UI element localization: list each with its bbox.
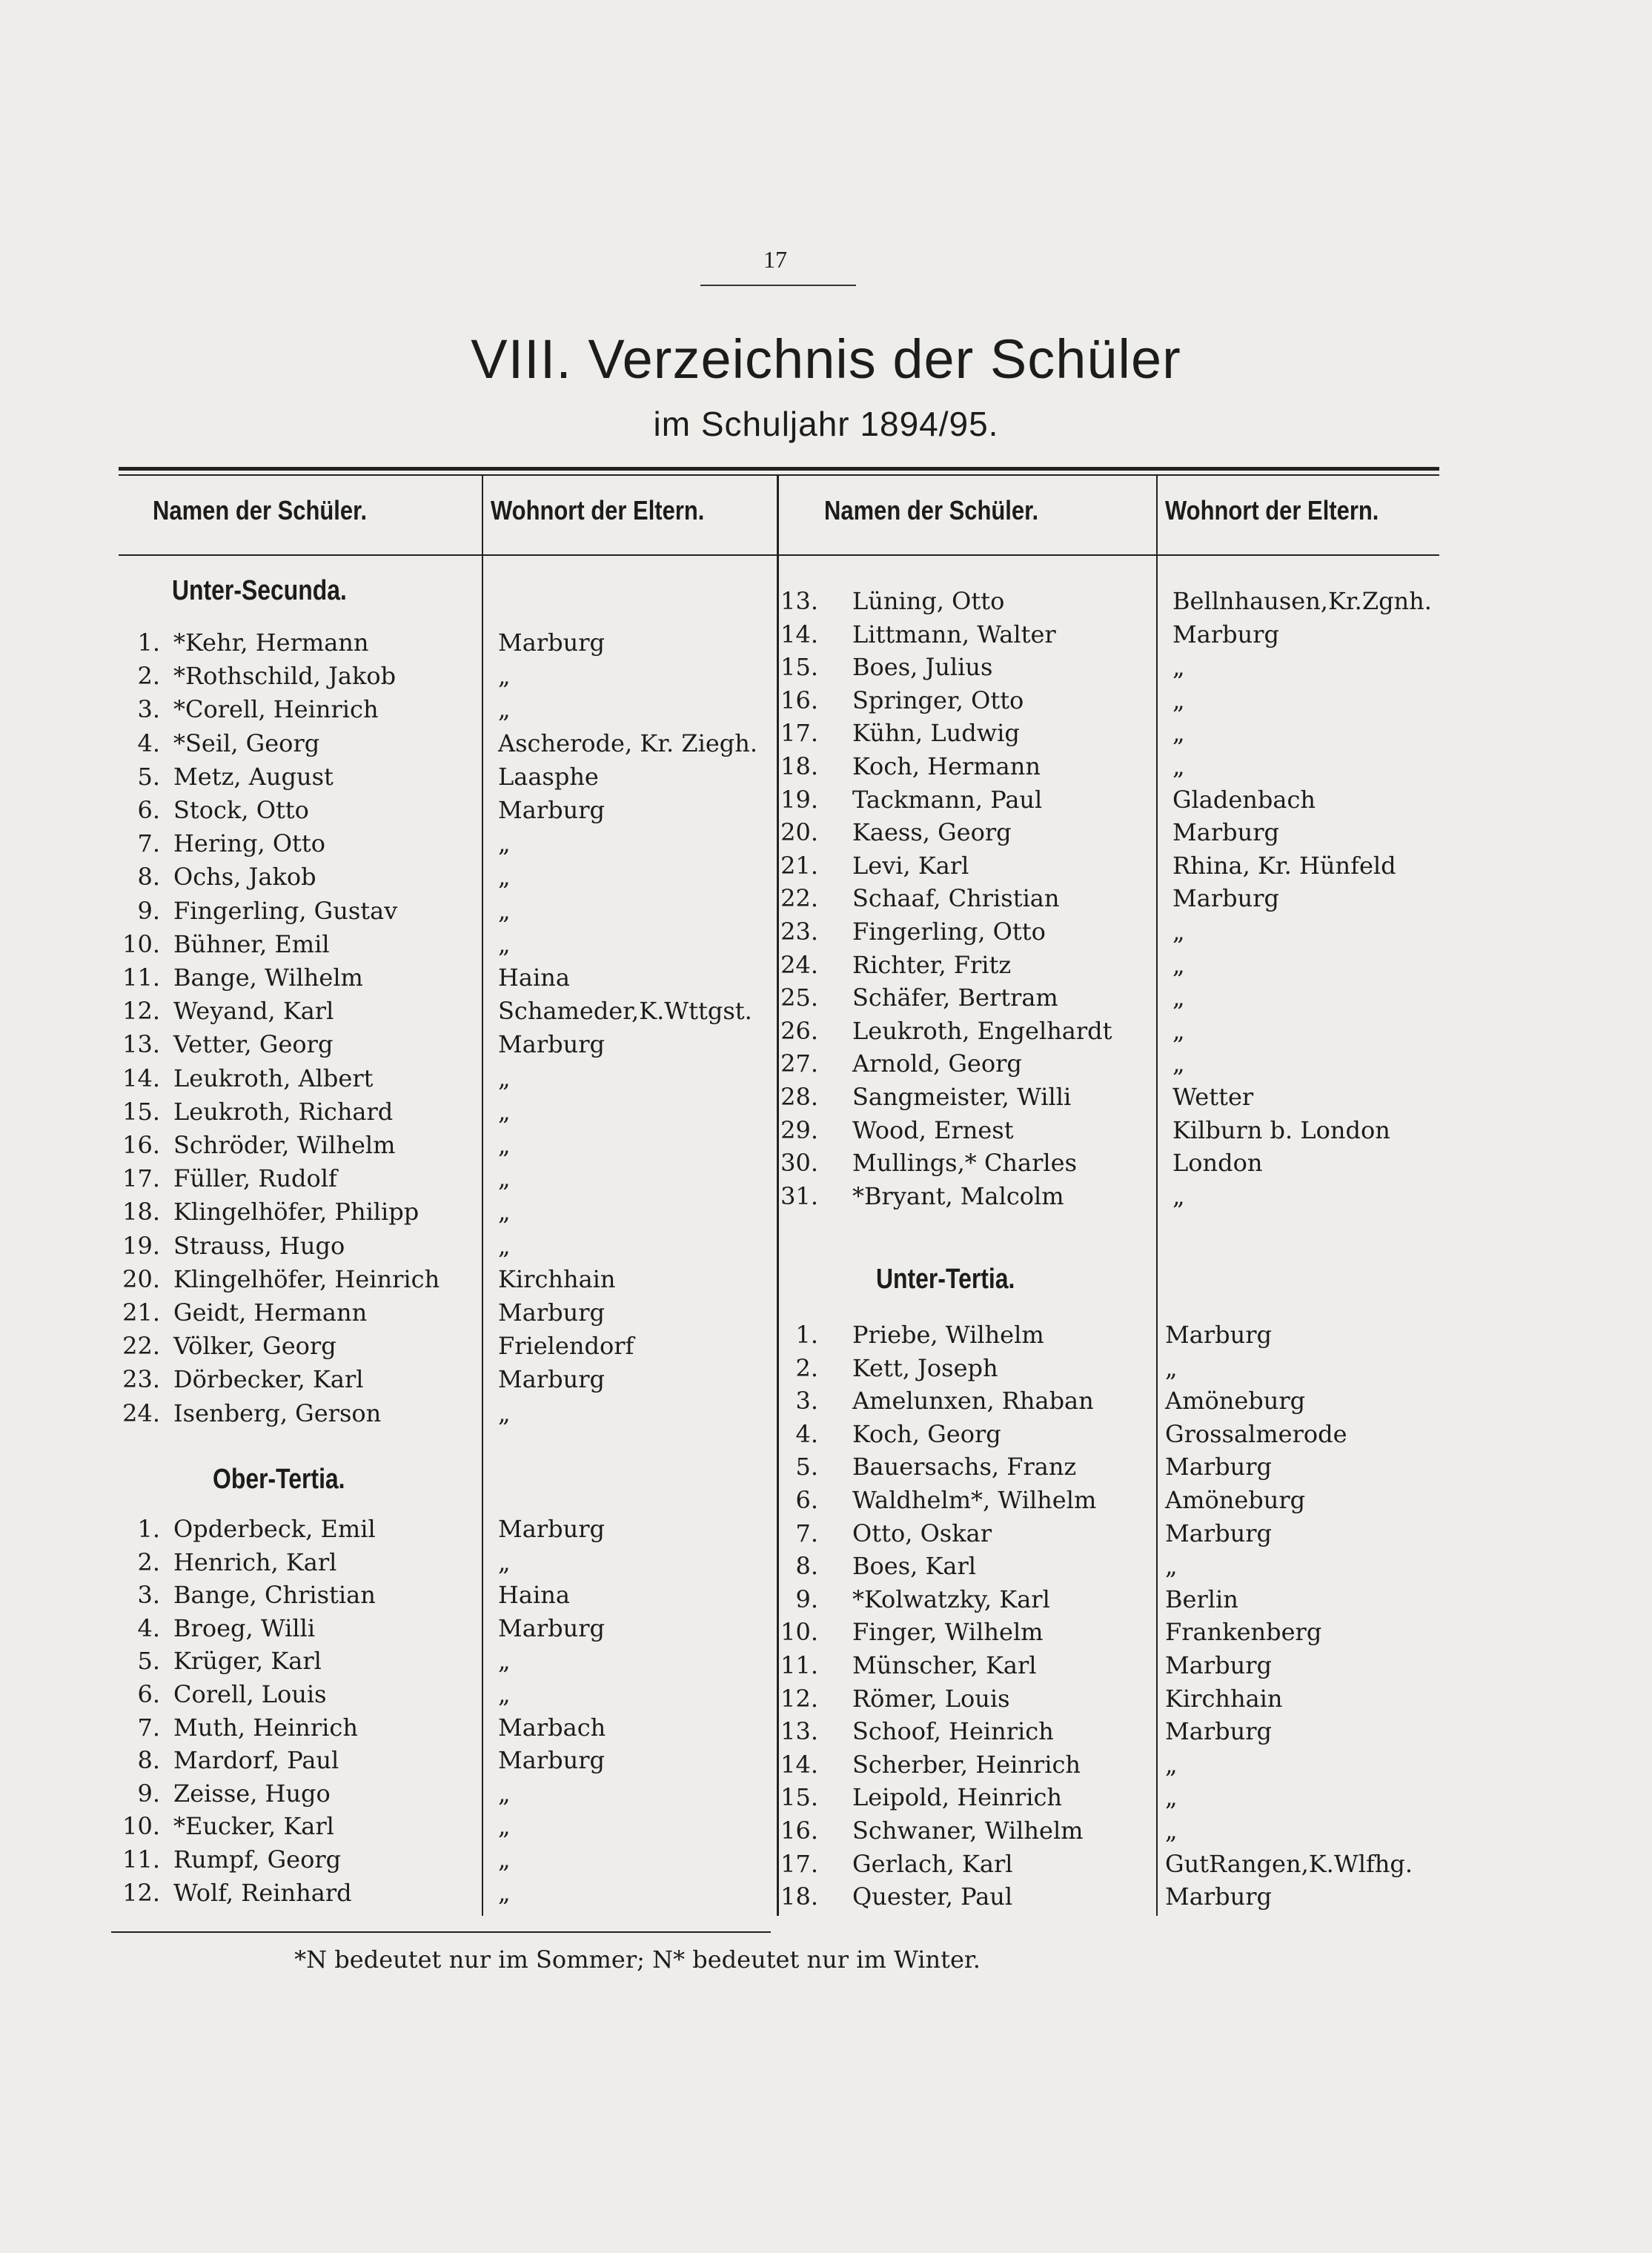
student-name: *Seil, Georg [173, 729, 320, 757]
student-name: Gerlach, Karl [852, 1849, 1013, 1878]
student-name: Isenberg, Gerson [173, 1398, 382, 1427]
student-name: Schwaner, Wilhelm [852, 1816, 1084, 1845]
student-name: Ochs, Jakob [173, 863, 316, 892]
parents-residence: „ [498, 863, 511, 892]
parents-residence: „ [1172, 918, 1185, 946]
student-name: Strauss, Hugo [173, 1231, 345, 1260]
student-name: Boes, Karl [852, 1552, 976, 1581]
entry-number: 9. [795, 1585, 818, 1613]
section-unter-tertia: Unter-Tertia. [876, 1264, 1015, 1295]
parents-residence: Marburg [498, 796, 606, 824]
entry-number: 17. [780, 1849, 818, 1878]
student-name: Bühner, Emil [173, 929, 330, 958]
section-ober-tertia: Ober-Tertia. [213, 1464, 345, 1495]
entry-number: 31. [780, 1181, 818, 1210]
student-name: Corell, Louis [173, 1680, 327, 1708]
parents-residence: „ [1165, 1750, 1178, 1779]
entry-number: 6. [137, 796, 160, 824]
entry-number: 12. [122, 1878, 160, 1907]
parents-residence: „ [498, 1131, 511, 1159]
student-name: Finger, Wilhelm [852, 1618, 1044, 1647]
parents-residence: Marburg [1165, 1453, 1273, 1481]
parents-residence: „ [498, 1547, 511, 1576]
entry-number: 12. [780, 1684, 818, 1713]
entry-number: 9. [137, 896, 160, 925]
parents-residence: Marbach [498, 1713, 606, 1742]
parents-residence: Laasphe [498, 762, 599, 791]
parents-residence: Amöneburg [1165, 1387, 1306, 1416]
entry-number: 16. [780, 686, 818, 714]
entry-number: 6. [137, 1680, 160, 1708]
entry-number: 29. [780, 1115, 818, 1144]
entry-number: 3. [137, 1581, 160, 1610]
header-residence-left: Wohnort der Eltern. [491, 495, 705, 525]
parents-residence: „ [498, 695, 511, 724]
student-name: Richter, Fritz [852, 950, 1012, 979]
parents-residence: „ [498, 1680, 511, 1708]
entry-number: 21. [780, 851, 818, 880]
entry-number: 10. [122, 929, 160, 958]
page-number: 17 [763, 246, 787, 273]
parents-residence: „ [1172, 719, 1185, 748]
student-name: *Bryant, Malcolm [852, 1181, 1064, 1210]
entry-number: 2. [795, 1353, 818, 1382]
parents-residence: „ [498, 1878, 511, 1907]
parents-residence: „ [1172, 686, 1185, 714]
student-name: Priebe, Wilhelm [852, 1321, 1044, 1349]
footnote: *N bedeutet nur im Sommer; N* bedeutet nur im Winter. [294, 1945, 981, 1974]
entry-number: 19. [780, 785, 818, 814]
entry-number: 5. [795, 1453, 818, 1481]
parents-residence: „ [498, 1647, 511, 1676]
entry-number: 16. [122, 1131, 160, 1159]
student-name: Boes, Julius [852, 653, 993, 682]
student-name: Leipold, Heinrich [852, 1783, 1062, 1812]
student-name: Völker, Georg [173, 1332, 336, 1361]
student-name: Fingerling, Gustav [173, 896, 398, 925]
entry-number: 1. [137, 1515, 160, 1543]
entry-number: 18. [780, 1882, 818, 1911]
parents-residence: „ [498, 1164, 511, 1193]
entry-number: 15. [780, 653, 818, 682]
entry-number: 22. [780, 884, 818, 913]
entry-number: 28. [780, 1083, 818, 1111]
student-name: *Corell, Heinrich [173, 695, 379, 724]
student-name: Leukroth, Richard [173, 1097, 394, 1126]
parents-residence: „ [498, 1779, 511, 1808]
entry-number: 24. [122, 1398, 160, 1427]
student-name: Bange, Christian [173, 1581, 376, 1610]
student-name: Metz, August [173, 762, 334, 791]
entry-number: 1. [137, 628, 160, 657]
entry-number: 25. [780, 983, 818, 1012]
parents-residence: Marburg [498, 1515, 606, 1543]
parents-residence: Gladenbach [1172, 785, 1316, 814]
student-name: Waldhelm*, Wilhelm [852, 1486, 1097, 1514]
column-divider-3 [1156, 474, 1158, 1916]
student-name: Klingelhöfer, Heinrich [173, 1264, 440, 1293]
parents-residence: Berlin [1165, 1585, 1238, 1613]
student-name: Quester, Paul [852, 1882, 1013, 1911]
entry-number: 8. [137, 1746, 160, 1775]
student-name: Zeisse, Hugo [173, 1779, 331, 1808]
entry-number: 17. [122, 1164, 160, 1193]
student-name: Tackmann, Paul [852, 785, 1043, 814]
entry-number: 20. [122, 1264, 160, 1293]
page-title: VIII. Verzeichnis der Schüler [471, 328, 1181, 390]
student-name: Hering, Otto [173, 829, 326, 858]
entry-number: 11. [122, 1845, 160, 1874]
student-name: Bange, Wilhelm [173, 963, 363, 992]
header-bottom-rule [119, 554, 1439, 556]
parents-residence: Rhina, Kr. Hünfeld [1172, 851, 1396, 880]
student-name: *Kolwatzky, Karl [852, 1585, 1050, 1613]
parents-residence: Grossalmerode [1165, 1419, 1347, 1448]
student-name: Kaess, Georg [852, 818, 1012, 847]
parents-residence: Marburg [498, 1746, 606, 1775]
entry-number: 19. [122, 1231, 160, 1260]
parents-residence: „ [1172, 950, 1185, 979]
entry-number: 4. [137, 729, 160, 757]
entry-number: 14. [122, 1064, 160, 1092]
entry-number: 17. [780, 719, 818, 748]
section-unter-secunda: Unter-Secunda. [172, 575, 347, 606]
entry-number: 10. [122, 1812, 160, 1841]
student-name: Schröder, Wilhelm [173, 1131, 396, 1159]
parents-residence: „ [1165, 1816, 1178, 1845]
header-names-right: Namen der Schüler. [824, 495, 1039, 525]
parents-residence: Marburg [1165, 1321, 1273, 1349]
student-name: *Rothschild, Jakob [173, 662, 397, 691]
parents-residence: Marburg [1165, 1882, 1273, 1911]
parents-residence: „ [1165, 1353, 1178, 1382]
student-name: Bauersachs, Franz [852, 1453, 1077, 1481]
entry-number: 3. [137, 695, 160, 724]
student-name: Vetter, Georg [173, 1030, 334, 1059]
parents-residence: „ [498, 1398, 511, 1427]
parents-residence: „ [498, 829, 511, 858]
parents-residence: „ [498, 896, 511, 925]
student-name: Wolf, Reinhard [173, 1878, 352, 1907]
student-name: Kühn, Ludwig [852, 719, 1020, 748]
student-name: Kett, Joseph [852, 1353, 998, 1382]
entry-number: 18. [122, 1198, 160, 1227]
column-divider-1 [482, 474, 483, 1916]
entry-number: 16. [780, 1816, 818, 1845]
entry-number: 10. [780, 1618, 818, 1647]
entry-number: 5. [137, 1647, 160, 1676]
student-name: *Eucker, Karl [173, 1812, 334, 1841]
parents-residence: Marburg [1165, 1651, 1273, 1679]
entry-number: 3. [795, 1387, 818, 1416]
entry-number: 20. [780, 818, 818, 847]
parents-residence: „ [1172, 752, 1185, 780]
parents-residence: London [1172, 1149, 1263, 1178]
parents-residence: Marburg [498, 628, 606, 657]
student-name: Schoof, Heinrich [852, 1717, 1054, 1746]
student-name: Füller, Rudolf [173, 1164, 337, 1193]
header-residence-right: Wohnort der Eltern. [1165, 495, 1379, 525]
parents-residence: „ [498, 662, 511, 691]
entry-number: 15. [122, 1097, 160, 1126]
entry-number: 27. [780, 1049, 818, 1078]
student-name: Münscher, Karl [852, 1651, 1037, 1679]
entry-number: 12. [122, 997, 160, 1026]
student-name: Littmann, Walter [852, 620, 1056, 648]
entry-number: 7. [137, 1713, 160, 1742]
student-name: Levi, Karl [852, 851, 969, 880]
student-name: Arnold, Georg [852, 1049, 1022, 1078]
entry-number: 14. [780, 1750, 818, 1779]
student-name: Lüning, Otto [852, 587, 1005, 615]
parents-residence: Wetter [1172, 1083, 1254, 1111]
parents-residence: „ [1172, 1181, 1185, 1210]
student-name: Sangmeister, Willi [852, 1083, 1072, 1111]
student-name: Wood, Ernest [852, 1115, 1014, 1144]
entry-number: 18. [780, 752, 818, 780]
entry-number: 7. [795, 1519, 818, 1547]
header-names-left: Namen der Schüler. [153, 495, 368, 525]
entry-number: 11. [122, 963, 160, 992]
student-name: Amelunxen, Rhaban [852, 1387, 1094, 1416]
entry-number: 14. [780, 620, 818, 648]
parents-residence: „ [1165, 1552, 1178, 1581]
footnote-rule [111, 1931, 771, 1933]
entry-number: 9. [137, 1779, 160, 1808]
parents-residence: Bellnhausen,Kr.Zgnh. [1172, 587, 1432, 615]
parents-residence: Marburg [1172, 818, 1280, 847]
entry-number: 7. [137, 829, 160, 858]
parents-residence: Haina [498, 1581, 570, 1610]
parents-residence: Haina [498, 963, 570, 992]
student-name: Geidt, Hermann [173, 1298, 368, 1327]
entry-number: 2. [137, 1547, 160, 1576]
parents-residence: Kilburn b. London [1172, 1115, 1390, 1144]
entry-number: 8. [795, 1552, 818, 1581]
student-name: Henrich, Karl [173, 1547, 337, 1576]
parents-residence: „ [498, 1064, 511, 1092]
parents-residence: Schameder,K.Wttgst. [498, 997, 752, 1026]
entry-number: 21. [122, 1298, 160, 1327]
entry-number: 1. [795, 1321, 818, 1349]
table-top-rule-thin [119, 474, 1439, 476]
entry-number: 11. [780, 1651, 818, 1679]
parents-residence: Marburg [498, 1298, 606, 1327]
page-subtitle: im Schuljahr 1894/95. [653, 405, 999, 443]
entry-number: 22. [122, 1332, 160, 1361]
parents-residence: Marburg [1172, 620, 1280, 648]
student-name: Fingerling, Otto [852, 918, 1046, 946]
parents-residence: Frielendorf [498, 1332, 634, 1361]
parents-residence: „ [498, 1231, 511, 1260]
entry-number: 13. [780, 1717, 818, 1746]
parents-residence: Marburg [1172, 884, 1280, 913]
parents-residence: „ [498, 929, 511, 958]
parents-residence: Ascherode, Kr. Ziegh. [498, 729, 758, 757]
student-name: Muth, Heinrich [173, 1713, 358, 1742]
parents-residence: „ [1172, 983, 1185, 1012]
student-name: Rumpf, Georg [173, 1845, 342, 1874]
parents-residence: Amöneburg [1165, 1486, 1306, 1514]
student-name: Schäfer, Bertram [852, 983, 1058, 1012]
entry-number: 6. [795, 1486, 818, 1514]
student-name: Dörbecker, Karl [173, 1365, 364, 1394]
student-name: Schaaf, Christian [852, 884, 1060, 913]
student-name: Leukroth, Engelhardt [852, 1016, 1112, 1045]
student-name: Weyand, Karl [173, 997, 334, 1026]
entry-number: 4. [137, 1613, 160, 1642]
parents-residence: GutRangen,K.Wlfhg. [1165, 1849, 1413, 1878]
parents-residence: Marburg [1165, 1717, 1273, 1746]
parents-residence: „ [498, 1198, 511, 1227]
parents-residence: Marburg [498, 1365, 606, 1394]
entry-number: 2. [137, 662, 160, 691]
entry-number: 23. [122, 1365, 160, 1394]
student-name: Opderbeck, Emil [173, 1515, 376, 1543]
parents-residence: „ [498, 1845, 511, 1874]
entry-number: 23. [780, 918, 818, 946]
parents-residence: Kirchhain [498, 1264, 616, 1293]
student-name: Klingelhöfer, Philipp [173, 1198, 419, 1227]
parents-residence: „ [1165, 1783, 1178, 1812]
parents-residence: Frankenberg [1165, 1618, 1322, 1647]
parents-residence: Marburg [498, 1030, 606, 1059]
entry-number: 8. [137, 863, 160, 892]
entry-number: 26. [780, 1016, 818, 1045]
parents-residence: „ [498, 1812, 511, 1841]
entry-number: 13. [780, 587, 818, 615]
parents-residence: „ [498, 1097, 511, 1126]
entry-number: 13. [122, 1030, 160, 1059]
table-top-rule-thick [119, 467, 1439, 471]
entry-number: 24. [780, 950, 818, 979]
student-name: Mardorf, Paul [173, 1746, 339, 1775]
page-number-rule [700, 285, 856, 286]
parents-residence: „ [1172, 1049, 1185, 1078]
parents-residence: „ [1172, 1016, 1185, 1045]
student-name: Koch, Georg [852, 1419, 1001, 1448]
entry-number: 4. [795, 1419, 818, 1448]
parents-residence: Marburg [498, 1613, 606, 1642]
student-name: Springer, Otto [852, 686, 1024, 714]
entry-number: 5. [137, 762, 160, 791]
parents-residence: „ [1172, 653, 1185, 682]
student-name: Broeg, Willi [173, 1613, 316, 1642]
student-name: Koch, Hermann [852, 752, 1041, 780]
student-name: *Kehr, Hermann [173, 628, 369, 657]
student-name: Stock, Otto [173, 796, 309, 824]
student-name: Leukroth, Albert [173, 1064, 374, 1092]
entry-number: 30. [780, 1149, 818, 1178]
student-name: Scherber, Heinrich [852, 1750, 1081, 1779]
student-name: Krüger, Karl [173, 1647, 322, 1676]
entry-number: 15. [780, 1783, 818, 1812]
student-name: Römer, Louis [852, 1684, 1010, 1713]
parents-residence: Marburg [1165, 1519, 1273, 1547]
student-name: Otto, Oskar [852, 1519, 992, 1547]
student-name: Mullings,* Charles [852, 1149, 1077, 1178]
parents-residence: Kirchhain [1165, 1684, 1283, 1713]
